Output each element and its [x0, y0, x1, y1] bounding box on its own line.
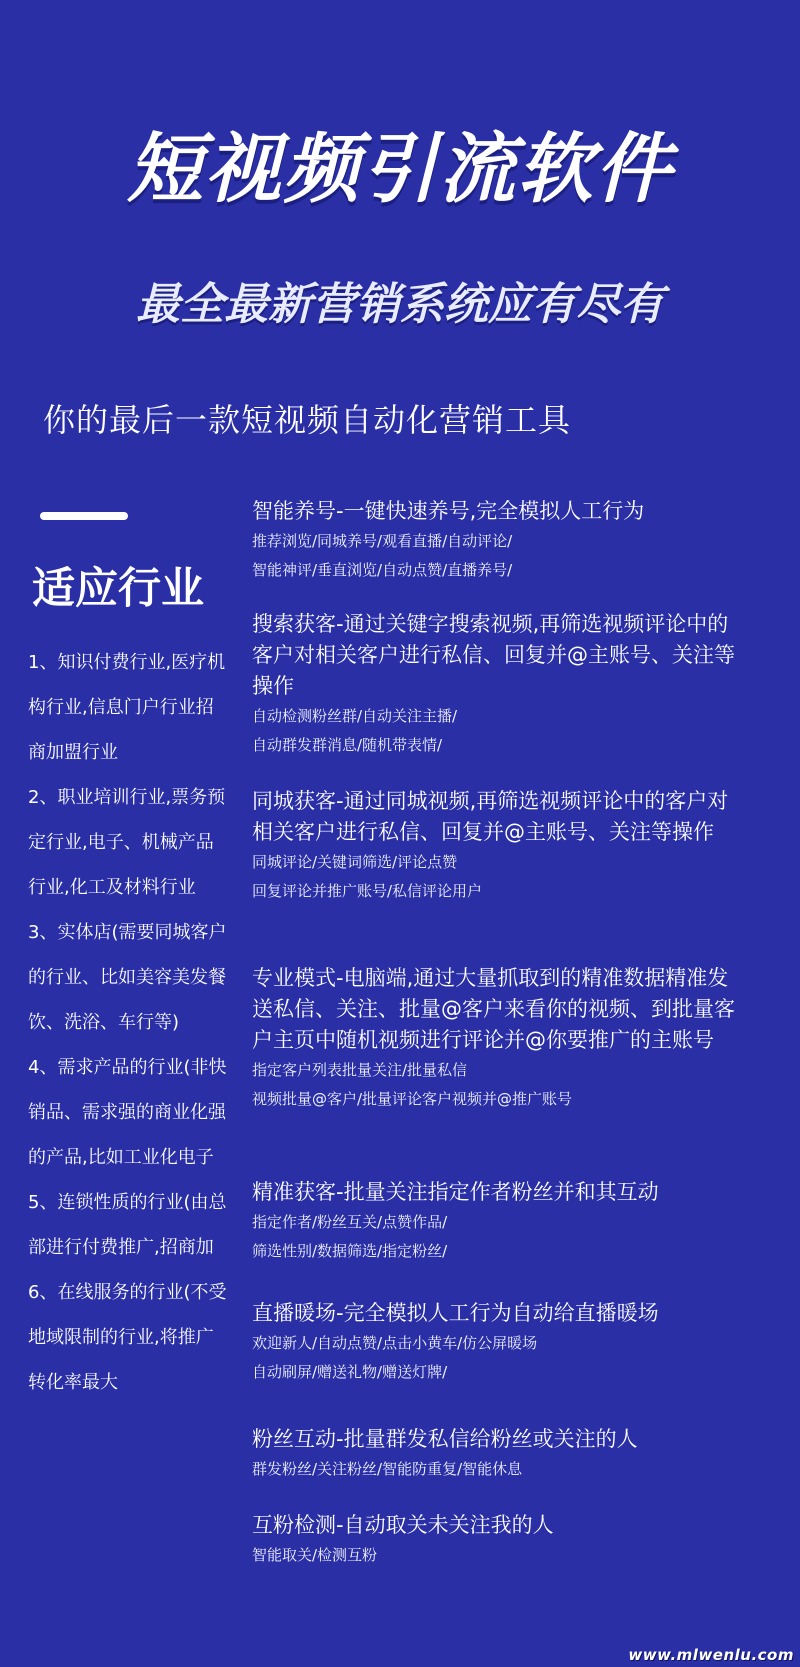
- divider-bar: [40, 512, 128, 520]
- industry-heading: 适应行业: [32, 564, 204, 614]
- industry-list: [28, 640, 230, 1405]
- feature-title: 智能养号-一键快速养号,完全模拟人工行为: [252, 499, 645, 523]
- feature-title: 搜索获客-通过关键字搜索视频,再筛选视频评论中的客户对相关客户进行私信、回复并@主账号、关注等操作: [252, 612, 735, 698]
- feature-tags: 群发粉丝/关注粉丝/智能防重复/智能休息: [252, 1460, 523, 1478]
- feature-tags: 筛选性别/数据筛选/指定粉丝/: [252, 1242, 448, 1260]
- industry-item: 6、在线服务的行业(不受地域限制的行业,将推广转化率最大: [28, 1282, 227, 1393]
- site-watermark: www.mlwenlu.com: [628, 1646, 794, 1664]
- feature-smart-account: [252, 496, 747, 585]
- feature-tags: 智能神评/垂直浏览/自动点赞/直播养号/: [252, 561, 513, 579]
- feature-tags: 欢迎新人/自动点赞/点击小黄车/仿公屏暖场: [252, 1334, 538, 1352]
- feature-fan-interaction: [252, 1424, 747, 1484]
- feature-tags: 自动刷屏/赠送礼物/赠送灯牌/: [252, 1363, 448, 1381]
- industry-item: 4、需求产品的行业(非快销品、需求强的商业化强的产品,比如工业化电子: [28, 1057, 227, 1168]
- industry-item: 5、连锁性质的行业(由总部进行付费推广,招商加: [28, 1192, 227, 1258]
- feature-tags: 指定作者/粉丝互关/点赞作品/: [252, 1213, 448, 1231]
- main-title: 短视频引流软件: [127, 124, 673, 213]
- feature-title: 专业模式-电脑端,通过大量抓取到的精准数据精准发送私信、关注、批量@客户来看你的视频、到批量客户主页中随机视频进行评论并@你要推广的主账号: [252, 966, 735, 1052]
- industry-item: 3、实体店(需要同城客户的行业、比如美容美发餐饮、洗浴、车行等): [28, 922, 227, 1033]
- feature-title: 精准获客-批量关注指定作者粉丝并和其互动: [252, 1180, 659, 1204]
- feature-tags: 指定客户列表批量关注/批量私信: [252, 1061, 468, 1079]
- feature-tags: 自动检测粉丝群/自动关注主播/: [252, 707, 458, 725]
- feature-title: 同城获客-通过同城视频,再筛选视频评论中的客户对相关客户进行私信、回复并@主账号、关注等操作: [252, 789, 729, 844]
- tagline: 你的最后一款短视频自动化营销工具: [43, 401, 572, 439]
- main-subtitle: 最全最新营销系统应有尽有: [136, 279, 664, 330]
- feature-live-warmup: [252, 1298, 747, 1387]
- feature-tags: 推荐浏览/同城养号/观看直播/自动评论/: [252, 532, 513, 550]
- feature-pro-mode: [252, 963, 747, 1114]
- feature-local-acquire: [252, 786, 747, 906]
- industry-item: 2、职业培训行业,票务预定行业,电子、机械产品行业,化工及材料行业: [28, 787, 226, 898]
- feature-tags: 智能取关/检测互粉: [252, 1546, 378, 1564]
- feature-title: 互粉检测-自动取关未关注我的人: [252, 1513, 554, 1537]
- feature-title: 直播暖场-完全模拟人工行为自动给直播暖场: [252, 1301, 659, 1325]
- feature-tags: 回复评论并推广账号/私信评论用户: [252, 882, 483, 900]
- feature-title: 粉丝互动-批量群发私信给粉丝或关注的人: [252, 1427, 638, 1451]
- feature-precise-acquire: [252, 1177, 747, 1266]
- feature-tags: 自动群发群消息/随机带表情/: [252, 736, 443, 754]
- feature-tags: 同城评论/关键词筛选/评论点赞: [252, 853, 458, 871]
- feature-mutual-follow-check: [252, 1510, 747, 1570]
- feature-tags: 视频批量@客户/批量评论客户视频并@推广账号: [252, 1090, 573, 1108]
- industry-item: 1、知识付费行业,医疗机构行业,信息门户行业招商加盟行业: [28, 652, 226, 763]
- feature-search-acquire: [252, 609, 747, 760]
